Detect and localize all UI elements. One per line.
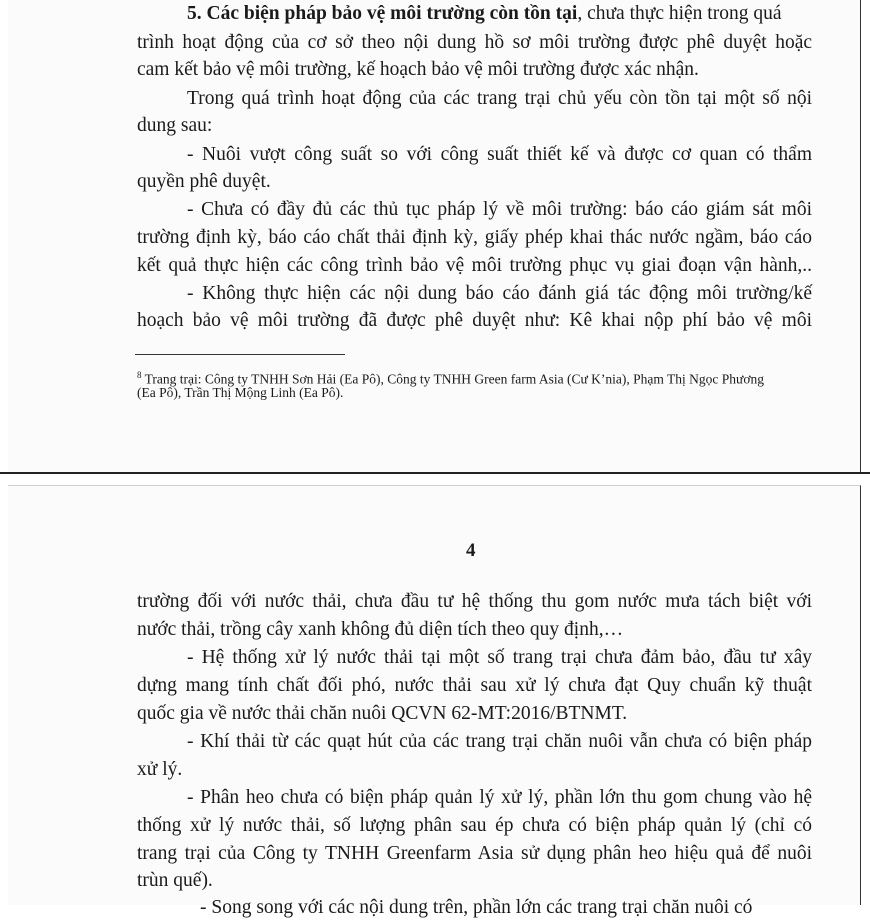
cut-off-line-text: - Song song với các nội dung trên, phần lớn các trang trại chăn nuôi có [200, 897, 753, 918]
paragraph-line: thống xử lý nước thải, số lượng phân sau ép chưa có biện pháp quản lý (chỉ có [137, 815, 812, 836]
paragraph-line: kết quả thực hiện các công trình bảo vệ môi trường phục vụ giai đoạn vận hành,.. [137, 255, 812, 276]
section-heading [187, 1, 782, 27]
paragraph-line: quyền phê duyệt. [137, 171, 271, 192]
footnote-text: Trang trại: Công ty TNHH Sơn Hải (Ea Pô), Công ty TNHH Green farm Asia (Cư K’nia), Phạm Thị Ngọc Phương [144, 371, 764, 387]
cut-off-line [200, 886, 820, 918]
paragraph-line: xử lý. [137, 759, 183, 780]
paragraph-line: Trong quá trình hoạt động của các trang trại chủ yếu còn tồn tại một số nội [187, 88, 812, 109]
footnote-rule [135, 354, 345, 355]
paragraph-line: hoạch bảo vệ môi trường đã được phê duyệt như: Kê khai nộp phí bảo vệ môi [137, 310, 812, 331]
paragraph-line: dựng mang tính chất đối phó, nước thải sau xử lý chưa đạt Quy chuẩn kỹ thuật [137, 675, 812, 696]
footnote-continuation: (Ea Pô), Trần Thị Mộng Linh (Ea Pô). [137, 385, 344, 400]
bullet-line: - Phân heo chưa có biện pháp quản lý xử lý, phần lớn thu gom chung vào hệ [187, 787, 812, 808]
paragraph-line: nước thải, trồng cây xanh không đủ diện tích theo quy định,… [137, 619, 624, 640]
paragraph-line: trùn quế). [137, 870, 213, 891]
bullet-line: - Chưa có đầy đủ các thủ tục pháp lý về môi trường: báo cáo giám sát môi [187, 199, 812, 220]
section-heading-rest: , chưa thực hiện trong quá [577, 3, 782, 24]
paragraph-line: trang trại của Công ty TNHH Greenfarm Asia sử dụng phân heo hiệu quả để nuôi [137, 843, 812, 864]
paragraph-line: cam kết bảo vệ môi trường, kế hoạch bảo vệ môi trường được xác nhận. [137, 59, 699, 80]
paragraph-line: dung sau: [137, 115, 213, 136]
paragraph-line: trường định kỳ, báo cáo chất thải định kỳ, giấy phép khai thác nước ngầm, báo cáo [137, 227, 812, 248]
page-gap [0, 474, 870, 485]
bullet-line: - Không thực hiện các nội dung báo cáo đánh giá tác động môi trường/kế [187, 283, 812, 304]
paragraph-line: trường đối với nước thải, chưa đầu tư hệ thống thu gom nước mưa tách biệt với [137, 591, 812, 612]
bullet-line: - Hệ thống xử lý nước thải tại một số trang trại chưa đảm bảo, đầu tư xây [187, 647, 812, 668]
paragraph-line: trình hoạt động của cơ sở theo nội dung hồ sơ môi trường được phê duyệt hoặc [137, 32, 812, 53]
footnote-mark: 8 [137, 370, 142, 380]
bullet-line: - Nuôi vượt công suất so với công suất thiết kế và được cơ quan có thẩm [187, 144, 812, 165]
bullet-line: - Khí thải từ các quạt hút của các trang trại chăn nuôi vẫn chưa có biện pháp [187, 731, 812, 752]
paragraph-line: quốc gia về nước thải chăn nuôi QCVN 62-MT:2016/BTNMT. [137, 703, 628, 724]
section-heading-bold: 5. Các biện pháp bảo vệ môi trường còn tồn tại [187, 3, 578, 24]
page-number: 4 [466, 540, 476, 561]
